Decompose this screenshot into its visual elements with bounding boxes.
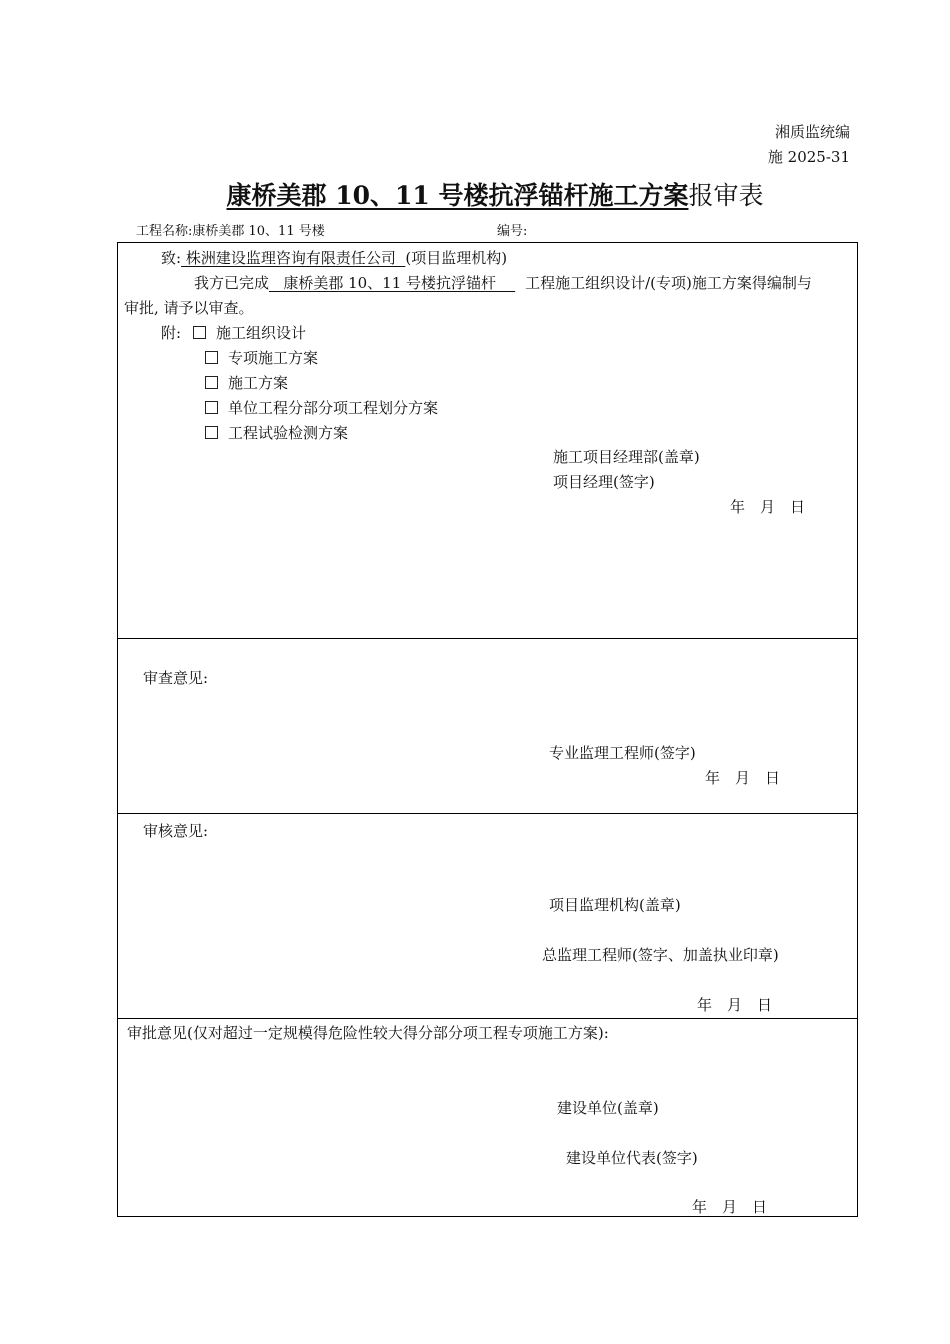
date-2: 年 月 日: [705, 769, 781, 787]
title-suffix: 报审表: [688, 181, 764, 210]
attachment-item: 专项施工方案: [205, 347, 318, 368]
project-name: 工程名称:康桥美郡 10、11 号楼: [136, 224, 325, 239]
serial-number: 编号:: [497, 224, 528, 239]
manager-signature: 项目经理(签字): [553, 473, 655, 491]
divider-2: [117, 813, 858, 814]
divider-1: [117, 638, 858, 639]
audit-label: 审核意见:: [143, 822, 209, 840]
to-suffix: (项目监理机构): [405, 249, 508, 267]
date-1: 年 月 日: [730, 498, 806, 516]
checkbox[interactable]: [205, 426, 218, 439]
statement-line2: 审批, 请予以审查。: [124, 299, 254, 317]
statement-prefix: 我方已完成: [194, 274, 270, 292]
unit-seal: 建设单位(盖章): [557, 1099, 659, 1117]
addressee-line: [161, 247, 507, 268]
checkbox[interactable]: [205, 401, 218, 414]
unit-representative: 建设单位代表(签字): [566, 1149, 698, 1167]
org-seal: 项目监理机构(盖章): [549, 896, 681, 914]
date-3: 年 月 日: [697, 996, 773, 1014]
statement-line1: [194, 272, 812, 293]
attachment-item: 单位工程分部分项工程划分方案: [205, 397, 438, 418]
divider-3: [117, 1018, 858, 1019]
to-label: 致:: [161, 249, 182, 267]
checkbox[interactable]: [205, 351, 218, 364]
attachment-item: 施工方案: [205, 372, 288, 393]
form-code-line2: 施 2025-31: [767, 148, 850, 166]
title-project: 康桥美郡 10、11 号楼抗浮锚杆施工方案: [226, 181, 689, 210]
attachment-item: 施工组织设计: [193, 322, 306, 343]
page-title: [0, 176, 950, 212]
dept-seal: 施工项目经理部(盖章): [553, 448, 700, 466]
review-label: 审查意见:: [143, 669, 209, 687]
date-4: 年 月 日: [692, 1198, 768, 1216]
attach-label: 附:: [161, 324, 182, 342]
engineer-signature: 专业监理工程师(签字): [549, 744, 696, 762]
statement-project: 康桥美郡 10、11 号楼抗浮锚杆: [269, 274, 516, 292]
form-code-line1: 湘质监统编: [774, 123, 850, 141]
to-org: 株洲建设监理咨询有限责任公司: [181, 249, 406, 267]
statement-suffix: 工程施工组织设计/(专项)施工方案得编制与: [525, 274, 812, 292]
checkbox[interactable]: [205, 376, 218, 389]
attachment-item: 工程试验检测方案: [205, 422, 348, 443]
chief-signature: 总监理工程师(签字、加盖执业印章): [542, 946, 779, 964]
checkbox[interactable]: [193, 326, 206, 339]
approval-label: 审批意见(仅对超过一定规模得危险性较大得分部分项工程专项施工方案):: [127, 1024, 609, 1042]
